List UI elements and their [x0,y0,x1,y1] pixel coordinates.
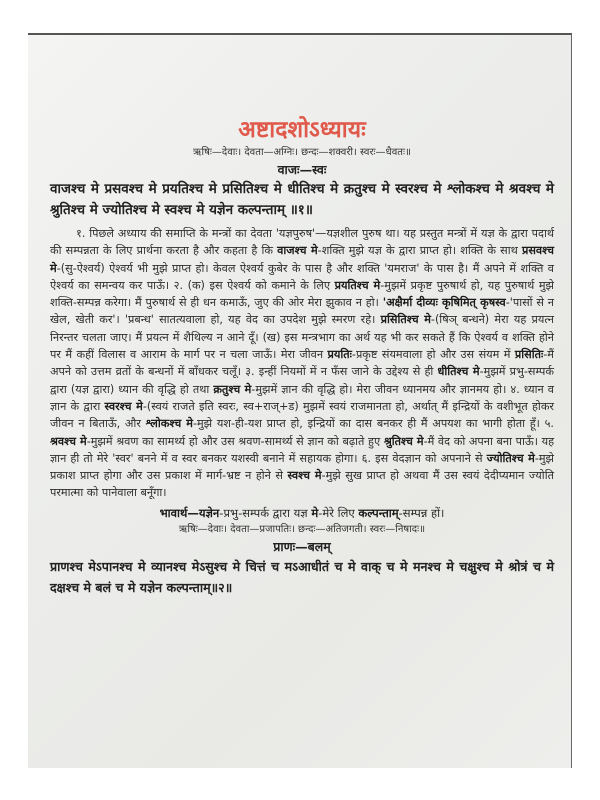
mantra-1-commentary [50,225,554,502]
bhavarth-text-3: -सम्पन्न हों। [398,505,445,520]
commentary-keyword: प्रयतिः [327,348,352,362]
commentary-keyword: स्वश्च मे [287,469,322,483]
mantra-2-subheading: प्राणः—बलम् [273,538,331,554]
commentary-text: -मुझमें श्रवण का सामर्थ्य हो और उस श्रवण-सामर्थ्य से ज्ञान को बढ़ाते हुए [86,434,384,448]
commentary-text: १. पिछले अध्याय की समाप्ति के मन्त्रों का देवता 'यज्ञपुरुष'—यज्ञशील पुरुष था। यह प्रस्तुत मन्त्रों में यज्ञ के द्वारा पदार्थ की सम्पन्नता के लिए प्रार्थना करता है और कहता है कि [50,227,554,258]
bhavarth-text-2: -मेरे लिए [318,505,359,520]
commentary-keyword: प्रसवश्च मे [50,244,554,275]
book-page [28,33,572,768]
commentary-text: -मैं अपने को उत्तम व्रतों के बन्धनों में बाँधकर चलूँ। ३. इन्हीं नियमों में न फँस जाने के उद्देश्य से ही [50,348,554,379]
mantra-1-subheading: वाजः—स्वः [277,162,327,177]
bhavarth-text-1: -प्रभु-सम्पर्क द्वारा यज्ञ [219,505,312,520]
mantra-2-text: प्राणश्च मेऽपानश्च मे व्यानश्च मेऽसुश्च मे चित्तं च मऽआधीतं च मे वाक् च मे मनश्च मे चक्षुश्च मे श्रोत्रं च मे दक्षश्च मे बलं च मे यज्ञेन कल्पन्ताम्॥२॥ [50,558,554,595]
mantra-1-bhavarth [50,504,554,522]
commentary-text: -(स्वयं राजते इति स्वरः, स्व+राज्+ड) मुझमें स्वयं राजमानता हो, अर्थात् मैं इन्द्रियों के वशीभूत होकर जीवन न बिताऊँ, और [50,399,554,431]
commentary-keyword: क्रतुश्च मे [213,382,252,396]
chapter-title: अष्टादशोऽध्यायः [238,117,366,143]
mantra-2-meta: ऋषिः—देवाः। देवता—प्रजापतिः। छन्दः—अतिजगती। स्वरः—निषादः॥ [178,523,426,535]
bhavarth-label: भावार्थ— [159,505,199,520]
page-content [50,115,554,598]
commentary-keyword: श्लोकश्च मे [145,417,193,431]
bhavarth-word-3: कल्पन्ताम् [358,505,399,520]
commentary-text: -मुझे यश-ही-यश प्राप्त हो, इन्द्रियों का दास बनकर ही मैं अपयश का भागी होता हूँ। ५. [192,417,554,431]
mantra-1-text: वाजश्च मे प्रसवश्च मे प्रयतिश्च मे प्रसितिश्च मे धीतिश्च मे क्रतुश्च मे स्वरश्च मे श्लोकश्च मे श्रवश्च मे श्रुतिश्च मे ज्योतिश्च मे स्वश्च मे यज्ञेन कल्पन्ताम् ॥१॥ [50,181,554,218]
commentary-keyword: श्रुतिश्च मे [383,434,424,448]
commentary-text: -मुझे प्रकाश प्राप्त होगा और उस प्रकाश में मार्ग-भ्रष्ट न होने से [50,451,554,483]
commentary-keyword: स्वरश्च मे [104,399,143,413]
commentary-keyword: धीतिश्च मे [437,365,480,379]
commentary-text: -मुझे सुख प्राप्त हो अथवा मैं उस स्वयं देदीप्यमान ज्योति परमात्मा को पानेवाला बनूँगा। [50,469,554,500]
commentary-text: -(षिञ् बन्धने) मेरा यह प्रयत्न निरन्तर चलता जाए। मैं प्रयत्न में शैथिल्य न आने दूँ। (ख) इस मन्त्रभाग का अर्थ यह भी कर सकते हैं कि ऐश्वर्य व शक्ति होने पर मैं कहीं विलास व आराम के मार्ग पर न चला जाऊँ। मेरा जीवन [50,313,555,362]
commentary-text: -मुझमें प्रकृष्ट पुरुषार्थ हो, यह पुरुषार्थ मुझे शक्ति-सम्पन्न करेगा। मैं पुरुषार्थ से ही धन कमाऊँ, जुए की ओर मेरा झुकाव न हो। [50,278,554,310]
commentary-text: -मैं वेद को अपना बना पाऊँ। यह ज्ञान ही तो मेरे 'स्वर' बनने में व स्वर बनकर यशस्वी बनाने में सहायक होगा। ६. इस वेदज्ञान को अपनाने से [50,434,555,465]
commentary-text: -'पासों से न खेल, खेती कर'। 'प्रबन्ध' सातत्यवाला हो, यह वेद का उपदेश मुझे स्मरण रहे। [50,296,554,327]
commentary-keyword: प्रयतिश्च मे [334,278,381,292]
commentary-text: -(सु-ऐश्वर्य) ऐश्वर्य भी मुझे प्राप्त हो। केवल ऐश्वर्य कुबेर के पास है और शक्ति 'यमराज' के पास है। मैं अपने में शक्ति व ऐश्वर्य का समन्वय कर पाऊँ। २. (क) इस ऐश्वर्य को कमाने के लिए [50,261,554,292]
commentary-text: -मुझमें ज्ञान की वृद्धि हो। मेरा जीवन ध्यानमय और ज्ञानमय हो। ४. ध्यान व ज्ञान के द्वारा [50,382,554,413]
commentary-text: -प्रकृष्ट संयमवाला हो और उस संयम में [351,348,515,362]
commentary-keyword: प्रसितिः [514,348,544,362]
commentary-keyword: श्रवश्च मे [50,434,87,448]
bhavarth-word-1: यज्ञेन [198,505,220,520]
commentary-keyword: ज्योतिश्च मे [486,451,535,465]
commentary-keyword: वाजश्च मे [277,244,318,258]
commentary-keyword: 'अक्षैर्मा दीव्यः कृषिमित् कृषस्व [382,296,506,310]
commentary-text: -मुझमें प्रभु-सम्पर्क द्वारा (यज्ञ द्वारा) ध्यान की वृद्धि हो तथा [50,365,554,396]
mantra-1-meta: ऋषिः—देवाः। देवता—अग्निः। छन्दः—शक्वरी। स्वरः—धैवतः॥ [193,147,411,158]
commentary-keyword: प्रसितिश्च मे [380,313,431,327]
bhavarth-word-2: मे [311,505,319,520]
commentary-text: -शक्ति मुझे यज्ञ के द्वारा प्राप्त हो। शक्ति के साथ [317,244,522,258]
